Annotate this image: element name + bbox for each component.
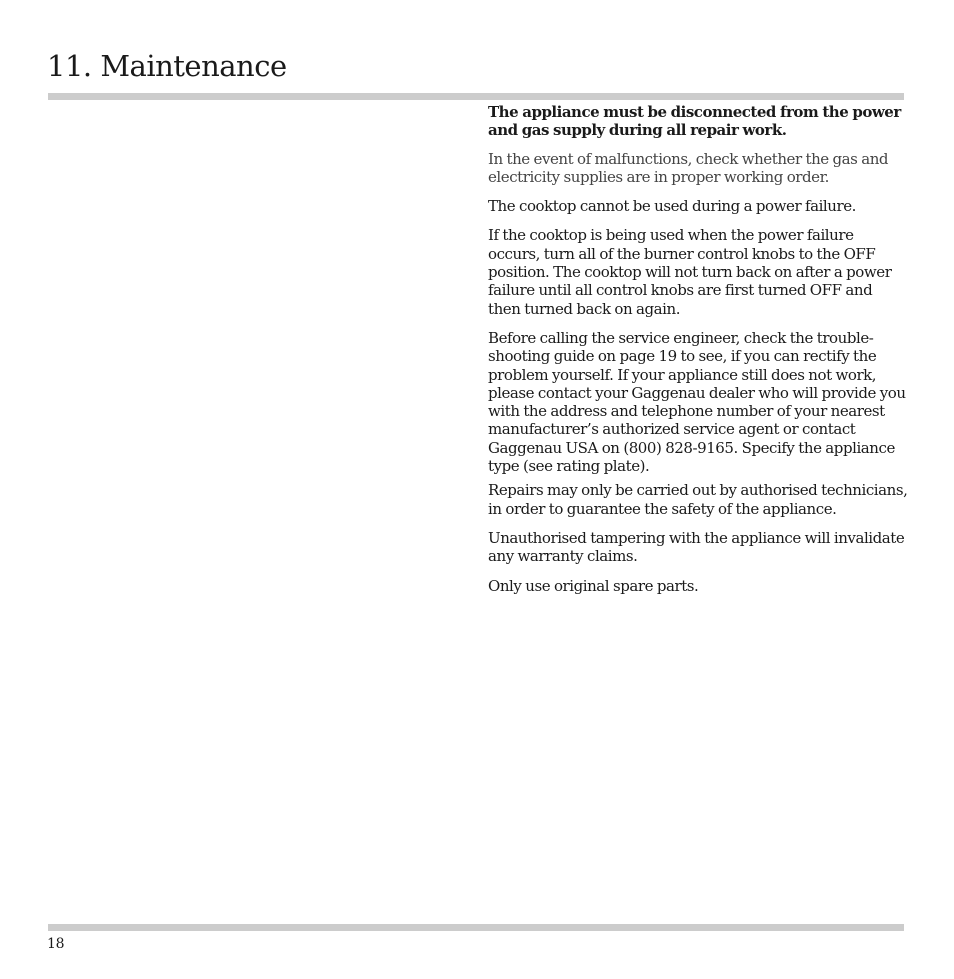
paragraph-malfunction-check: In the event of malfunctions, check whether the gas and electricity supplies are in proper working order. <box>488 149 889 186</box>
paragraph-authorised-repairs: Repairs may only be carried out by authorised technicians, in order to guarantee the safety of the appliance. <box>488 481 908 518</box>
maintenance-text-column <box>488 103 908 606</box>
header-divider <box>48 93 904 100</box>
paragraph-power-failure: The cooktop cannot be used during a power failure. <box>488 197 856 216</box>
footer-divider <box>48 924 904 931</box>
page-title: 11. Maintenance <box>47 49 287 83</box>
paragraph-service-engineer: Before calling the service engineer, check the trouble-shooting guide on page 19 to see, if you can rectify the problem yourself. If your appliance still does not work, please contact your Gaggenau dealer who will provide you with the address and telephone number of your nearest manufacturer’s authorized service agent or contact Gaggenau USA on (800) 828-9165. Specify the appliance type (see rating plate). <box>488 328 906 476</box>
paragraph-spare-parts: Only use original spare parts. <box>488 576 699 595</box>
paragraph-knobs-off: If the cooktop is being used when the power failure occurs, turn all of the burner control knobs to the OFF position. The cooktop will not turn back on after a power failure until all control knobs are first turned OFF and then turned back on again. <box>488 226 892 318</box>
page-number: 18 <box>47 936 65 952</box>
paragraph-warranty: Unauthorised tampering with the appliance will invalidate any warranty claims. <box>488 528 905 566</box>
safety-warning: The appliance must be disconnected from the power and gas supply during all repair work. <box>488 103 901 140</box>
